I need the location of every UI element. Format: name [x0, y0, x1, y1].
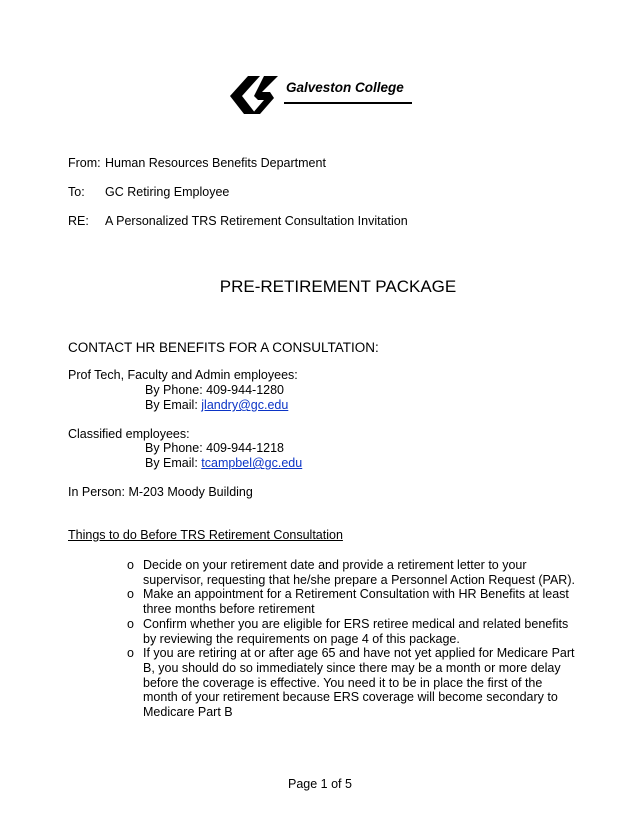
from-value: Human Resources Benefits Department: [105, 156, 326, 170]
logo-text: Galveston College: [286, 80, 404, 95]
list-item: o Decide on your retirement date and provide a retirement letter to your supervisor, requesting that he/she prepare a Personnel Action Request (PAR).: [127, 558, 575, 587]
re-value: A Personalized TRS Retirement Consultation Invitation: [105, 214, 408, 228]
group2-email-label: By Email:: [145, 456, 202, 470]
bullet: o: [127, 587, 134, 602]
list-item: o Make an appointment for a Retirement Consultation with HR Benefits at least three months before retirement: [127, 587, 569, 617]
logo-underline: [284, 102, 412, 104]
list-item: o If you are retiring at or after age 65 and have not yet applied for Medicare Part B, you should do so immediately since there may be a month or more delay before the coverage is effective. You need it to be in place the first of the month of your retirement because ERS coverage will become secondary to Medicare Part B: [127, 646, 575, 720]
in-person: In Person: M-203 Moody Building: [68, 485, 253, 499]
group1-email-line: [145, 398, 288, 412]
group1-label: Prof Tech, Faculty and Admin employees:: [68, 368, 298, 382]
to-label: To:: [68, 185, 85, 199]
group1-email-label: By Email:: [145, 398, 202, 412]
galveston-college-logo: [226, 72, 416, 120]
group2-phone: By Phone: 409-944-1218: [145, 441, 284, 455]
bullet: o: [127, 558, 134, 572]
list-item: o Confirm whether you are eligible for ERS retiree medical and related benefits by reviewing the requirements on page 4 of this package.: [127, 616, 569, 646]
contact-heading: CONTACT HR BENEFITS FOR A CONSULTATION:: [68, 340, 379, 355]
from-label: From:: [68, 156, 101, 170]
to-value: GC Retiring Employee: [105, 185, 230, 199]
group2-label: Classified employees:: [68, 427, 190, 441]
bullet: o: [127, 616, 134, 631]
logo-chevron-icon: [226, 72, 286, 120]
re-label: RE:: [68, 214, 89, 228]
group2-email-line: [145, 456, 302, 470]
bullet: o: [127, 646, 134, 661]
things-todo-list: [127, 558, 577, 720]
page-number: Page 1 of 5: [288, 777, 352, 791]
group2-email-link[interactable]: tcampbel@gc.edu: [201, 456, 303, 470]
things-todo-heading: Things to do Before TRS Retirement Consultation: [68, 528, 343, 542]
page-title: PRE-RETIREMENT PACKAGE: [219, 277, 457, 296]
group1-phone: By Phone: 409-944-1280: [145, 383, 284, 397]
group1-email-link[interactable]: jlandry@gc.edu: [201, 398, 289, 412]
